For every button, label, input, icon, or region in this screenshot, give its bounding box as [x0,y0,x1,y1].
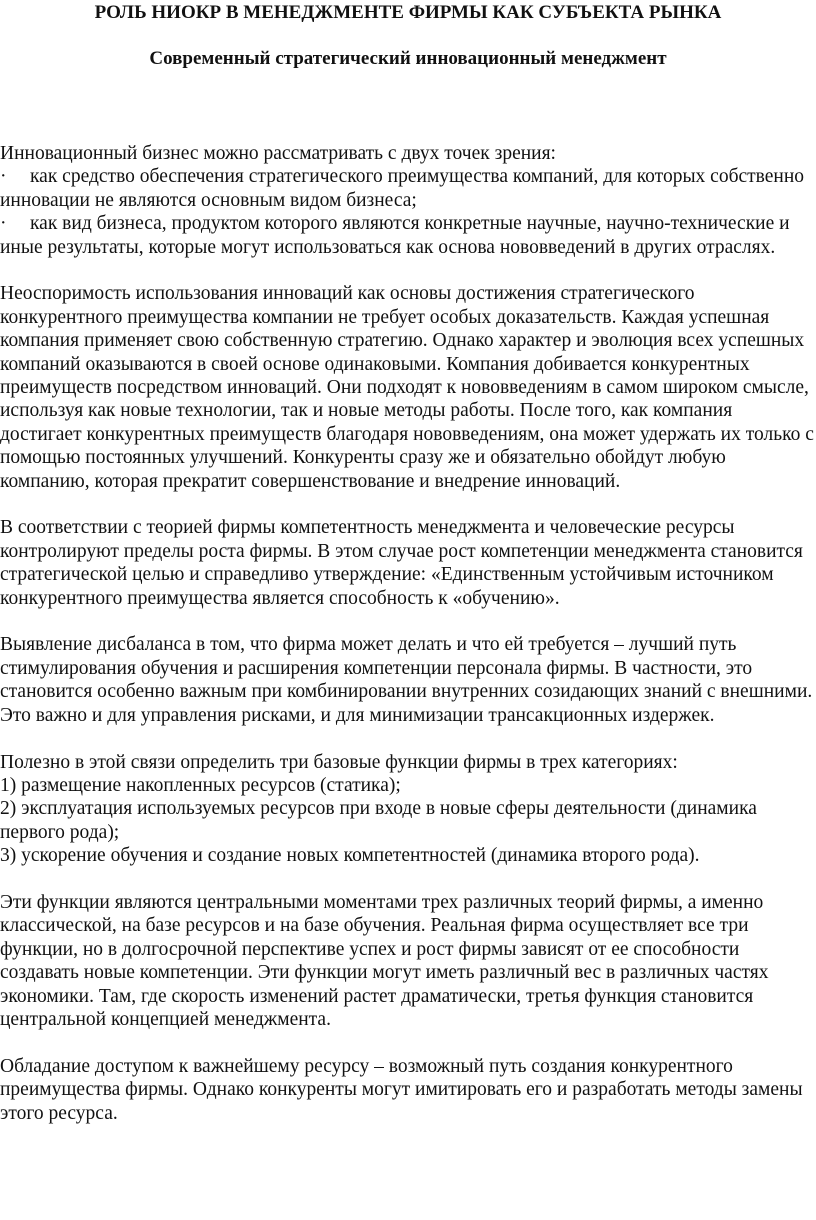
paragraph-imbalance: Выявление дисбаланса в том, что фирма может делать и что ей требуется – лучший путь стимулирования обучения и расширения компетенции персонала фирмы. В частности, это становится особенно важным при комбинировании внутренних созидающих знаний с внешними. Это важно и для управления рисками, и для минимизации трансакционных издержек. [0,634,813,726]
paragraph-functions-intro: Полезно в этой связи определить три базовые функции фирмы в трех категориях: [0,751,678,773]
paragraph-competitive-advantage: Неоспоримость использования инноваций как основы достижения стратегического конкурентного преимущества компании не требует особых доказательств. Каждая успешная компания применяет свою собственную стратегию. Однако характер и эволюция всех успешных компаний оказываются в своей основе одинаковыми. Компания добивается конкурентных преимуществ посредством инноваций. Они подходят к нововведениям в самом широком смысле, используя как новые технологии, так и новые методы работы. После того, как компания достигает конкурентных преимуществ благодаря нововведениям, она может удержать их только с помощью постоянных улучшений. Конкуренты сразу же и обязательно обойдут любую компанию, которая прекратит совершенствование и внедрение инноваций. [0,283,814,492]
paragraph-firm-theory: В соответствии с теорией фирмы компетентность менеджмента и человеческие ресурсы контролируют пределы роста фирмы. В этом случае рост компетенции менеджмента становится стратегической целью и справедливо утверждение: «Единственным устойчивым источником конкурентного преимущества является способность к «обучению». [0,517,803,609]
paragraph-theories: Эти функции являются центральными моментами трех различных теорий фирмы, а именно классической, на базе ресурсов и на базе обучения. Реальная фирма осуществляет все три функции, но в долгосрочной перспективе успех и рост фирмы зависят от ее способности создавать новые компетенции. Эти функции могут иметь различный вес в различных частях экономики. Там, где скорость изменений растет драматически, третья функция становится центральной концепцией менеджмента. [0,891,769,1030]
paragraph-resource-access: Обладание доступом к важнейшему ресурсу – возможный путь создания конкурентного преимущества фирмы. Однако конкуренты могут имитировать его и разработать методы замены этого ресурса. [0,1055,803,1124]
document-title: РОЛЬ НИОКР В МЕНЕДЖМЕНТЕ ФИРМЫ КАК СУБЪЕКТА РЫНКА [94,2,722,23]
intro-paragraph: Инновационный бизнес можно рассматривать с двух точек зрения: [0,143,556,164]
document-subtitle: Современный стратегический инновационный менеджмент [149,48,667,69]
bullet-item [0,212,816,259]
function-item: 2) эксплуатация используемых ресурсов при входе в новые сферы деятельности (динамика первого рода); [0,798,757,843]
bullet-text: как вид бизнеса, продуктом которого являются конкретные научные, научно-технические и иные результаты, которые могут использоваться как основа нововведений в других отраслях. [0,213,790,258]
function-item: 1) размещение накопленных ресурсов (статика); [0,774,401,796]
function-item: 3) ускорение обучения и создание новых компетентностей (динамика второго рода). [0,845,700,867]
bullet-marker: · [0,166,7,188]
bullet-text: как средство обеспечения стратегического преимущества компаний, для которых собственно инновации не являются основным видом бизнеса; [0,166,805,211]
document-body [0,142,816,1125]
bullet-marker: · [0,213,7,235]
bullet-item [0,165,816,212]
